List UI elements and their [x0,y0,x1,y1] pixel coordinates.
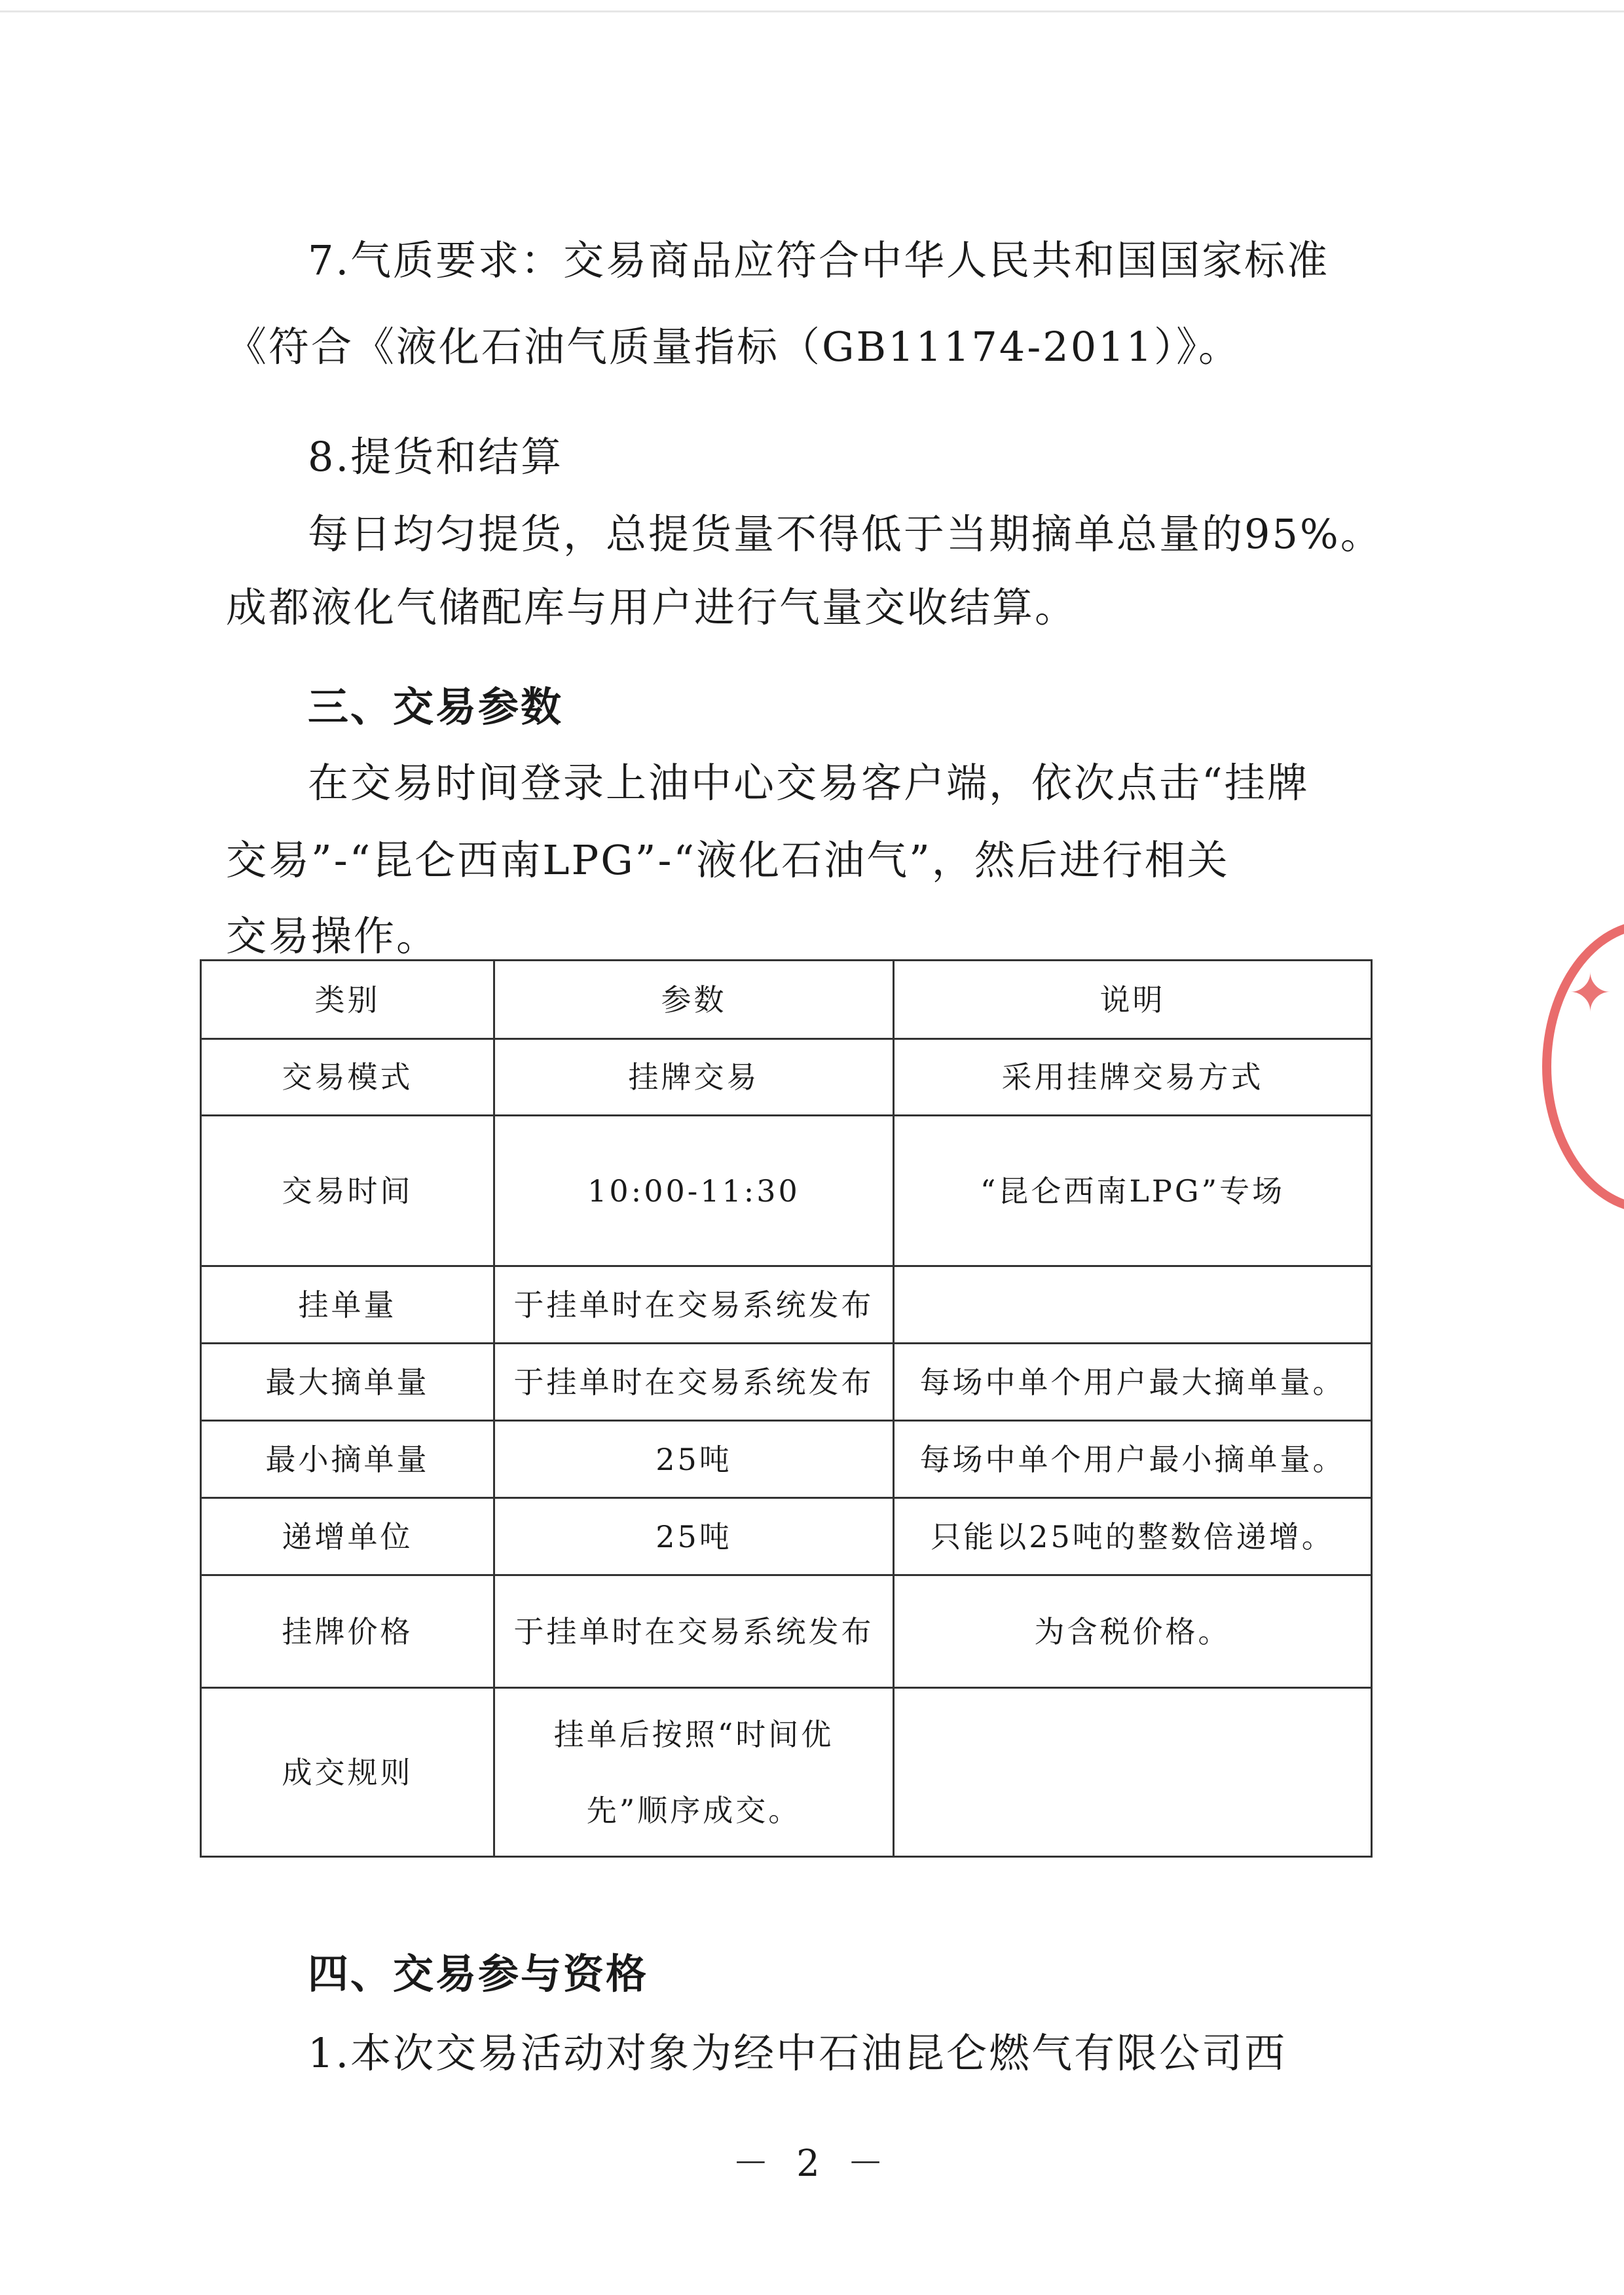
section-3-line-2: 交易”-“昆仑西南LPG”-“液化石油气”，然后进行相关 [226,836,1230,884]
header-parameter: 参数 [494,961,894,1039]
section-3-line-3: 交易操作。 [226,912,439,960]
table-cell: 递增单位 [201,1498,494,1575]
header-category: 类别 [201,961,494,1039]
table-cell: “昆仑西南LPG”专场 [894,1116,1372,1266]
scan-top-edge [0,10,1624,12]
table-row [201,1344,1372,1421]
table-cell: 最小摘单量 [201,1421,494,1498]
para-7-line-2: 《符合《液化石油气质量指标（GB11174-2011）》。 [226,323,1242,371]
table-cell [894,1266,1372,1344]
table-row [201,1688,1372,1857]
table-row [201,1575,1372,1688]
table-cell: 交易模式 [201,1039,494,1116]
table-cell: 只能以25吨的整数倍递增。 [894,1498,1372,1575]
table-row [201,1266,1372,1344]
table-cell: 于挂单时在交易系统发布 [494,1266,894,1344]
table-row [201,1498,1372,1575]
seal-fragment-icon: ✦ [1568,963,1613,1023]
table-cell: 为含税价格。 [894,1575,1372,1688]
para-7-line-1: 7.气质要求：交易商品应符合中华人民共和国国家标准 [308,236,1330,284]
table-cell: 挂单量 [201,1266,494,1344]
table-cell: 每场中单个用户最大摘单量。 [894,1344,1372,1421]
trading-parameters-table [200,959,1373,1858]
section-3-heading: 三、交易参数 [308,683,564,731]
table-cell: 成交规则 [201,1688,494,1857]
section-4-heading: 四、交易参与资格 [308,1950,649,1998]
table-cell: 挂单后按照“时间优先”顺序成交。 [494,1688,894,1857]
table-cell: 每场中单个用户最小摘单量。 [894,1421,1372,1498]
table-row [201,1116,1372,1266]
table-header-row [201,961,1372,1039]
table-cell [894,1688,1372,1857]
table-cell: 最大摘单量 [201,1344,494,1421]
table-row [201,1039,1372,1116]
table-row [201,1421,1372,1498]
table-cell: 25吨 [494,1421,894,1498]
table-cell: 交易时间 [201,1116,494,1266]
section-4-line-1: 1.本次交易活动对象为经中石油昆仑燃气有限公司西 [308,2029,1287,2077]
table-cell: 于挂单时在交易系统发布 [494,1344,894,1421]
page-number: － 2 － [732,2142,892,2185]
table-cell: 25吨 [494,1498,894,1575]
header-description: 说明 [894,961,1372,1039]
table-cell: 10:00-11:30 [494,1116,894,1266]
table-cell: 于挂单时在交易系统发布 [494,1575,894,1688]
para-8-title: 8.提货和结算 [308,433,564,481]
table-cell: 采用挂牌交易方式 [894,1039,1372,1116]
table-cell: 挂牌价格 [201,1575,494,1688]
table-cell: 挂牌交易 [494,1039,894,1116]
para-8-line-2: 成都液化气储配库与用户进行气量交收结算。 [226,583,1078,631]
para-8-line-1: 每日均匀提货，总提货量不得低于当期摘单总量的95%。 [308,510,1383,558]
section-3-line-1: 在交易时间登录上油中心交易客户端，依次点击“挂牌 [308,759,1310,807]
